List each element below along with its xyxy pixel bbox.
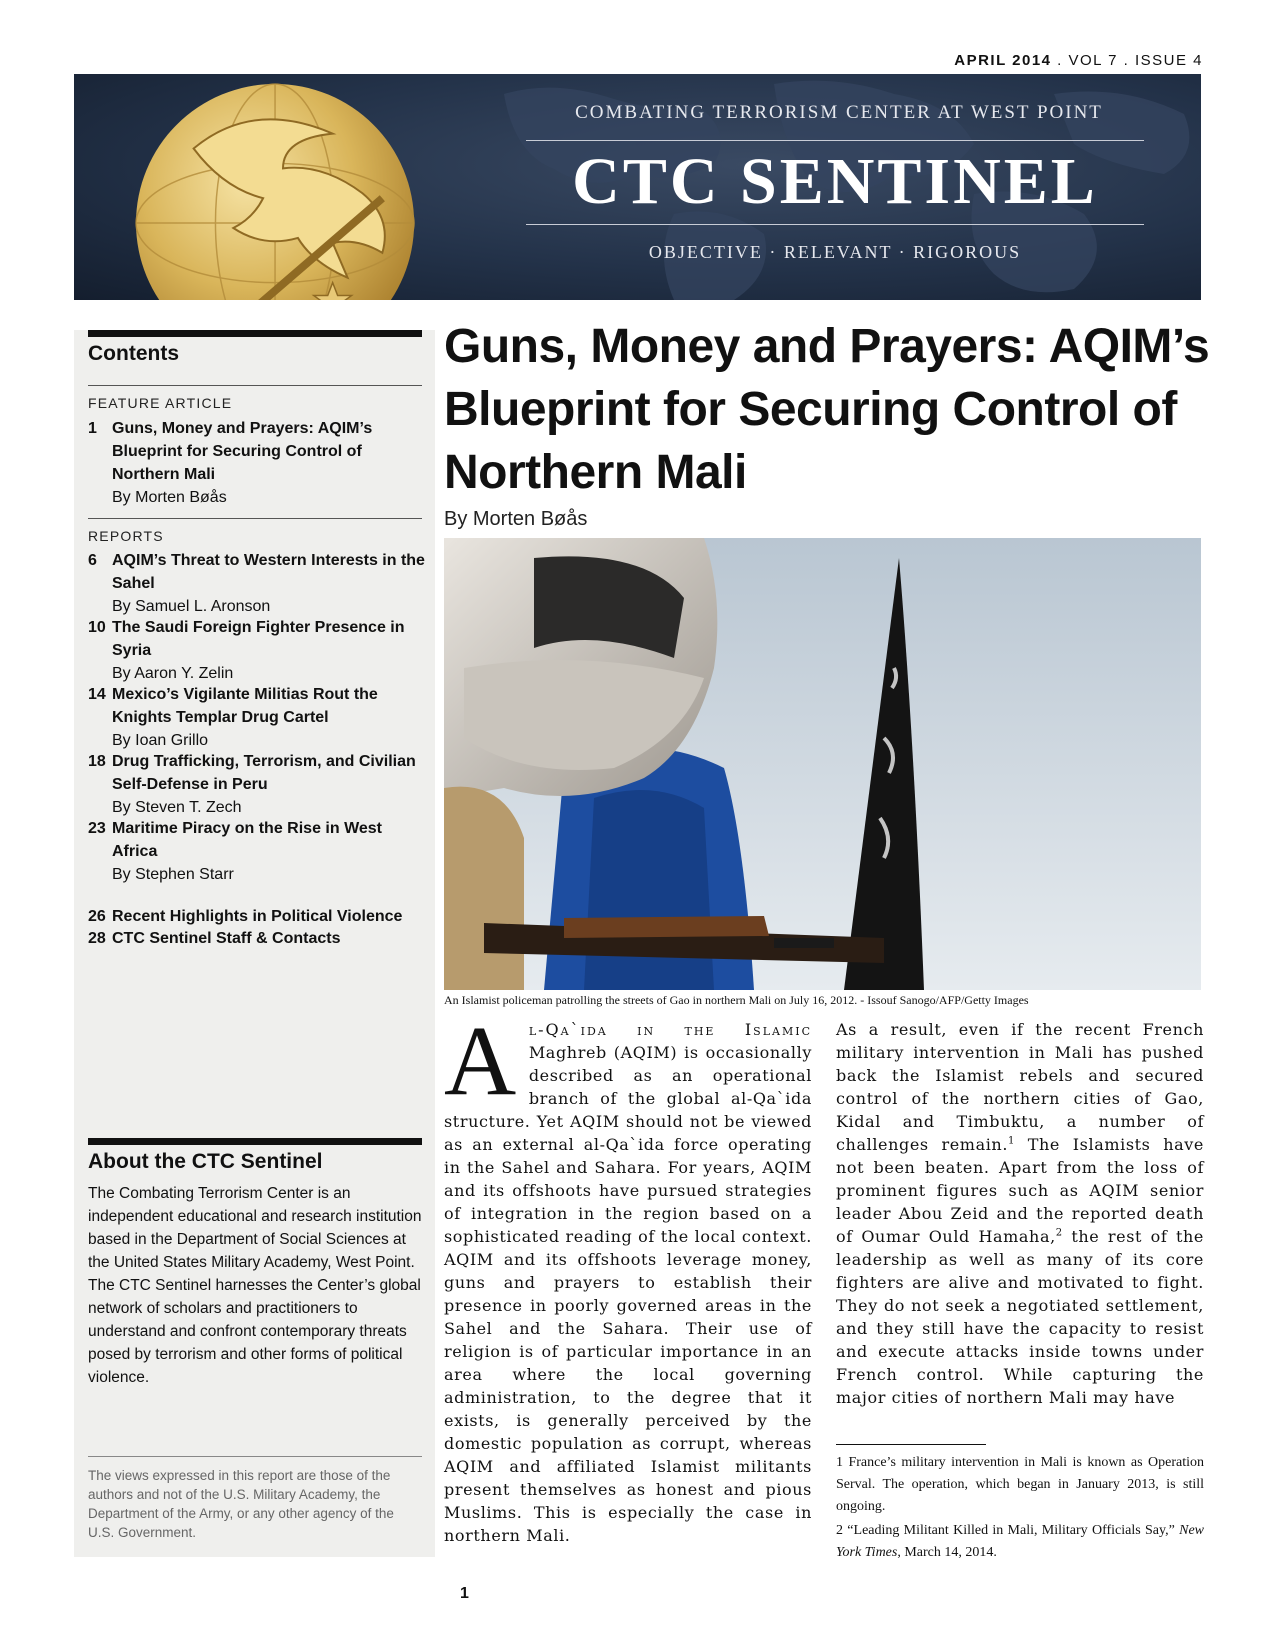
toc-item[interactable] <box>88 616 428 685</box>
toc-author: By Aaron Y. Zelin <box>112 665 234 682</box>
sidebar-divider <box>88 385 422 386</box>
footnote-ref-1[interactable]: 1 <box>1008 1135 1015 1147</box>
article-byline: By Morten Bøås <box>444 508 588 530</box>
column-2-text: the rest of the leadership as well as many of its core fighters are alive and motivated to fight. They do not seek a negotiated settlement, and they still have the capacity to resist and execute attacks inside towns under French control. While capturing the major cities of northern Mali may have <box>836 1227 1204 1407</box>
masthead-banner <box>74 74 1201 300</box>
sidebar-rule <box>88 330 422 337</box>
toc-page-number: 10 <box>88 619 106 636</box>
toc-title: Recent Highlights in Political Violence <box>112 908 403 925</box>
toc-item[interactable] <box>88 817 428 886</box>
article-column-1 <box>444 1005 812 1547</box>
toc-page-number: 1 <box>88 420 97 437</box>
toc-title: Guns, Money and Prayers: AQIM’s Blueprint for Securing Control of Northern Mali <box>112 420 373 483</box>
column-2-text: As a result, even if the recent French military intervention in Mali has pushed back the Islamist rebels and secured control of the northern cities of Gao, Kidal and Timbuktu, a number of challenges remain. <box>836 1020 1204 1154</box>
toc-page-number: 6 <box>88 552 97 569</box>
toc-title: Maritime Piracy on the Rise in West Africa <box>112 820 383 860</box>
toc-page-number: 18 <box>88 753 106 770</box>
banner-rule <box>526 140 1144 141</box>
footnote-2-date: , March 14, 2014. <box>897 1545 997 1560</box>
photo-caption: An Islamist policeman patrolling the streets of Gao in northern Mali on July 16, 2012. - Issouf Sanogo/AFP/Getty Images <box>444 993 1029 1007</box>
page-number: 1 <box>460 1585 469 1602</box>
toc-page-number: 23 <box>88 820 106 837</box>
toc-item[interactable] <box>88 905 428 928</box>
drop-cap: A <box>444 1005 517 1116</box>
feature-label: FEATURE ARTICLE <box>88 395 233 411</box>
toc-author: By Steven T. Zech <box>112 799 242 816</box>
toc-item[interactable] <box>88 927 428 950</box>
footnote-1: 1 France’s military intervention in Mali is known as Operation Serval. The operation, which began in January 2013, is still ongoing. <box>836 1455 1204 1514</box>
article-headline: Guns, Money and Prayers: AQIM’s Blueprint for Securing Control of Northern Mali <box>444 320 1210 499</box>
footnotes <box>836 1452 1204 1566</box>
issue-line <box>954 52 1203 69</box>
issue-volume: . VOL 7 . ISSUE 4 <box>1051 52 1203 69</box>
lead-in: l-Qa`ida in the Islamic <box>528 1020 812 1039</box>
toc-title: CTC Sentinel Staff & Contacts <box>112 930 341 947</box>
sidebar-divider <box>88 518 422 519</box>
footnote-ref-2[interactable]: 2 <box>1055 1227 1063 1239</box>
article-photo <box>444 538 1201 990</box>
toc-title: Drug Trafficking, Terrorism, and Civilian Self-Defense in Peru <box>112 753 416 793</box>
column-2-text: The Islamists have not been beaten. Apart from the loss of prominent figures such as AQIM senior leader Abou Zeid and the reported death of Oumar Ould Hamaha, <box>836 1135 1204 1246</box>
toc-author: By Stephen Starr <box>112 866 234 883</box>
banner-rule <box>526 224 1144 225</box>
column-1-text: Maghreb (AQIM) is occasionally described as an operational branch of the global al-Qa`ida structure. Yet AQIM should not be viewed as an external al-Qa`ida force operating in the Sahel and Sahara. For years, AQIM and its offshoots have pursued strategies of integration in the region based on a sophisticated reading of the local context. AQIM and its offshoots leverage money, guns and prayers to establish their presence in poorly governed areas in the Sahel and the Sahara. Their use of religion is of particular importance in an area where the local governing administration, to the degree that it exists, is generally perceived by the domestic population as corrupt, whereas AQIM and affiliated Islamist militants present themselves as honest and pious Muslims. This is especially the case in northern Mali. <box>444 1043 812 1545</box>
article-column-2 <box>836 1018 1204 1409</box>
sidebar-rule <box>88 1138 422 1145</box>
about-text: The Combating Terrorism Center is an independent educational and research institution based in the Department of Social Sciences at the United States Military Academy, West Point. The CTC Sentinel harnesses the Center’s global network of scholars and practitioners to understand and confront contemporary threats posed by terrorism and other forms of political violence. <box>88 1185 422 1386</box>
toc-item[interactable] <box>88 417 428 509</box>
sidebar-divider <box>88 1456 422 1457</box>
banner-tagline: OBJECTIVE · RELEVANT · RIGOROUS <box>648 242 1022 262</box>
publication-title: CTC SENTINEL <box>572 145 1098 218</box>
toc-item[interactable] <box>88 750 428 819</box>
contents-heading: Contents <box>88 342 179 365</box>
toc-author: By Ioan Grillo <box>112 732 209 749</box>
footnote-2-source: New York Times <box>836 1523 1204 1560</box>
banner-organization: COMBATING TERRORISM CENTER AT WEST POINT <box>575 102 1103 123</box>
toc-page-number: 14 <box>88 686 106 703</box>
toc-page-number: 28 <box>88 930 106 947</box>
toc-title: Mexico’s Vigilante Militias Rout the Knights Templar Drug Cartel <box>112 686 378 726</box>
toc-item[interactable] <box>88 683 428 752</box>
toc-item[interactable] <box>88 549 428 618</box>
toc-page-number: 26 <box>88 908 106 925</box>
issue-date: APRIL 2014 <box>954 52 1052 69</box>
toc-title: The Saudi Foreign Fighter Presence in Syria <box>112 619 405 659</box>
footnote-2 <box>836 1520 1204 1564</box>
disclaimer-text: The views expressed in this report are those of the authors and not of the U.S. Military Academy, the Department of the Army, or any other agency of the U.S. Government. <box>88 1468 394 1540</box>
about-heading: About the CTC Sentinel <box>88 1150 323 1173</box>
footnote-rule <box>836 1444 986 1445</box>
reports-label: REPORTS <box>88 528 164 544</box>
eagle-medal-logo <box>134 79 432 300</box>
toc-author: By Samuel L. Aronson <box>112 598 271 615</box>
toc-author: By Morten Bøås <box>112 489 227 506</box>
contents-sidebar <box>74 330 435 1557</box>
footnote-2-text: 2 “Leading Militant Killed in Mali, Military Officials Say,” <box>836 1523 1180 1538</box>
toc-title: AQIM’s Threat to Western Interests in the Sahel <box>112 552 425 592</box>
